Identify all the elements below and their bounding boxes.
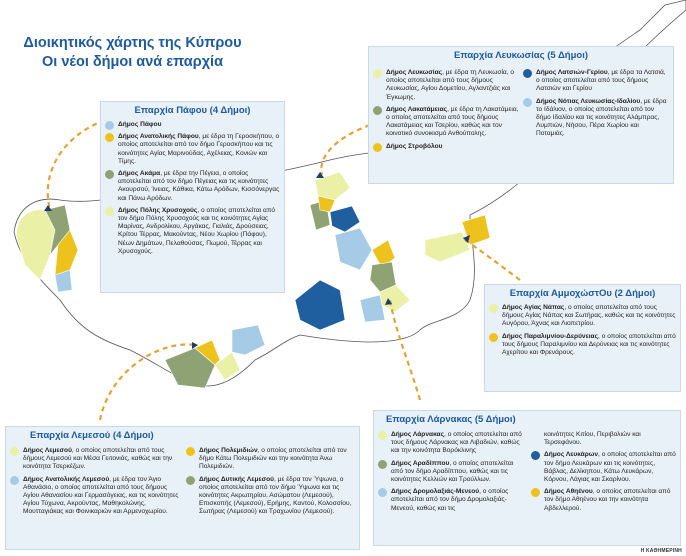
- legend-dot: [105, 170, 114, 179]
- municipality-anatoliki-lemesou: Δήμος Ανατολικής Λεμεσού, με έδρα τον Άγιο Αθανάσιο, ο οποίος αποτελείται από τους δήμους Αγίου Αθανασίου και Γερμασόγειας, και τις κοινότητες Αγίου Τύχωνα, Ακρούντας, Μαθηκολώνης, Μουτταγιάκας και Φοινικαριών και Αρμενοχωρίου.: [10, 476, 180, 517]
- legend-dot: [531, 451, 540, 460]
- municipality-aradippou: Δήμος Αραδίππου, ο οποίος αποτελείται από τον δήμο Αραδίππου, καθώς και τις κοινότητες Κελλιών και Τρούλλων.: [378, 460, 526, 485]
- municipality-pafos: Δήμος Πάφου: [105, 121, 280, 129]
- municipality-paralimni-deryneia: Δήμος Παραλιμνίου-Δερύνειας, ο οποίος αποτελείται από τους δήμους Παραλιμνίου και Δερύνειας και τις κοινότητες Αχερίτου και Φρενάρους.: [489, 333, 676, 358]
- legend-dot: [373, 106, 382, 115]
- municipality-akamas: Δήμος Ακάμα, με έδρα την Πέγεια, ο οποίος αποτελείται από τον δήμο Πέγειας και τις κοινότητες Ακουρσού, Ίνειας, Κάθικα, Κάτω Αρόδων, Κισσόνεργας και Πάνω Αρόδων.: [105, 170, 280, 203]
- municipality-lefkara: Δήμος Λευκάρων, ο οποίος αποτελείται από τον δήμο Λευκάρων και τις κοινότητες, Βάβλας, Δελίκηπου, Κάτω Λευκάρων, Κόρνου, Λάγιας και Σκαρίνου.: [531, 451, 677, 484]
- legend-dot: [105, 133, 114, 142]
- leader-paphos: [48, 120, 105, 210]
- famagusta-district-box: [484, 284, 681, 392]
- paphos-district-box: [100, 101, 285, 293]
- municipality-athienou: Δήμος Αθηένου, ο οποίος αποτελείται από τον δήμο Αθηένου και την κοινότητα Αβδελλερού.: [531, 488, 677, 513]
- limassol-heading: Επαρχία Λεμεσού (4 Δήμοι): [30, 430, 154, 441]
- municipality-polis-chrysochous: Δήμος Πόλης Χρυσοχούς, ο οποίος αποτελείται από τον δήμο Πόλης Χρυσοχούς και τις κοινότητες Αγίας Μαρίνας, Ανδρολίκου, Αργάκας, Γιαλιάς, Δρούσειας, Κρίτου Τέρρας, Μακούντας, Νέου Χωρίου (Πάφου), Νέων Δημάτων, Πελαθούσας, Πωμού, Τέρρας και Χρυσοχούς.: [105, 207, 280, 256]
- municipality-lemesos: Δήμος Λεμεσού, ο οποίος αποτελείται από τους δήμους Λεμεσού και Μέσα Γειτονιάς, καθώς και την κοινότητα Τσερκέζων.: [10, 447, 180, 472]
- legend-dot: [378, 488, 387, 497]
- municipality-strovolos: Δήμος Στροβόλου: [373, 143, 519, 151]
- municipality-dytiki-lemesou: Δήμος Δυτικής Λεμεσού, με έδρα τον Ύψωνα, ο οποίος αποτελείται από τον δήμο Ύψωνα και τις κοινότητες Ακρωτηρίου, Ασώματου (Λεμεσού), Επισκοπής (Λεμεσού), Ερήμης, Καντού, Κολοσσίου, Σωτήρας (Λεμεσού) και Τραχωνίου (Λεμεσού).: [186, 476, 356, 517]
- legend-dot: [531, 488, 540, 497]
- publisher-credit: Η ΚΑΘΗΜΕΡΙΝΗ: [640, 548, 682, 554]
- map-title: [20, 34, 245, 72]
- legend-dot: [489, 304, 498, 313]
- municipality-polemidia: Δήμος Πολεμιδιών, ο οποίος αποτελείται από τον δήμο Κάτω Πολεμιδιών και την κοινότητα Άνω Πολεμιδιών.: [186, 447, 356, 472]
- map-title-line2: Οι νέοι δήμοι ανά επαρχία: [42, 54, 223, 70]
- municipality-notia-lefkosia-idalio: Δήμος Νότιας Λευκωσίας-Ιδαλίου, με έδρα το Ιδάλιον, ο οποίος αποτελείται από τον δήμο Ιδαλίου και τις κοινότητες Αλάμπρας, Λυμπιών, Νήσου, Πέρα Χωρίου και Ποταμιάς.: [523, 98, 669, 139]
- legend-dot: [373, 143, 382, 152]
- map-title-line1: Διοικητικός χάρτης της Κύπρου: [23, 35, 242, 51]
- legend-dot: [186, 447, 195, 456]
- paphos-heading: Επαρχία Πάφου (4 Δήμοι): [134, 105, 251, 116]
- municipality-latsia-geri: Δήμος Λατσιών-Γερίου, με έδρα τα Λατσιά, ο οποίος αποτελείται από τους δήμους Λατσιών και Γερίου: [523, 69, 669, 94]
- legend-dot: [10, 476, 19, 485]
- municipality-dromolaxia-meneou: Δήμος Δρομολαξιάς-Μενεού, ο οποίος αποτελείται από τον δήμο Δρομολαξιάς-Μενεού, καθώς και τις: [378, 488, 526, 513]
- municipality-lefkosia: Δήμος Λευκωσίας, με έδρα τη Λευκωσία, ο οποίος αποτελείται από τους δήμους Λευκωσίας, Αγίου Δομετίου, Αγλαντζιάς και Έγκωμης.: [373, 69, 519, 102]
- legend-dot: [523, 69, 532, 78]
- legend-dot: [523, 98, 532, 107]
- nicosia-heading: Επαρχία Λευκωσίας (5 Δήμοι): [453, 50, 589, 61]
- legend-dot: [378, 460, 387, 469]
- legend-dot: [105, 121, 114, 130]
- municipality-larnaka: Δήμος Λάρνακας, ο οποίος αποτελείται από τους δήμους Λάρνακας και Λιβαδιών, καθώς και την κοινότητα Βορόκλινης: [378, 431, 526, 456]
- larnaca-heading: Επαρχία Λάρνακας (5 Δήμοι): [386, 414, 516, 425]
- famagusta-heading: Επαρχία ΑμμοχώστOυ (2 Δήμοι): [509, 288, 656, 299]
- municipality-lakatamia: Δήμος Λακατάμειας, με έδρα τη Λακατάμεια, ο οποίος αποτελείται από τους δήμους Λακατάμειας και Τσερίου, καθώς και τον κοινοτικό συνοικισμό Ανθούπολης.: [373, 106, 519, 139]
- legend-dot: [105, 207, 114, 216]
- legend-dot: [489, 333, 498, 342]
- nicosia-district-box: [368, 46, 674, 184]
- municipality-anatoliki-pafou: Δήμος Ανατολικής Πάφου, με έδρα τη Γεροσκήπου, ο οποίος αποτελείται από τον δήμο Γεροσκήπου και τις κοινότητες Αγίας Μαρινούδας, Αχέλειας, Κονιών και Τίμης.: [105, 133, 280, 166]
- legend-dot: [373, 69, 382, 78]
- larnaca-district-box: [373, 410, 681, 546]
- municipality-dromolaxia-continued: κοινότητες Κιτίου, Περιβολιών και Τερσεφάνου.: [544, 431, 641, 447]
- municipality-agia-napa: Δήμος Αγίας Νάπας, ο οποίος αποτελείται από τους δήμους Αγίας Νάπας και Σωτήρας, καθώς και τις κοινότητες Αυγόρου, Άχνας και Λιοπετρίου.: [489, 304, 676, 329]
- legend-dot: [186, 476, 195, 485]
- legend-dot: [10, 447, 19, 456]
- legend-dot: [378, 431, 387, 440]
- limassol-district-box: [5, 426, 360, 550]
